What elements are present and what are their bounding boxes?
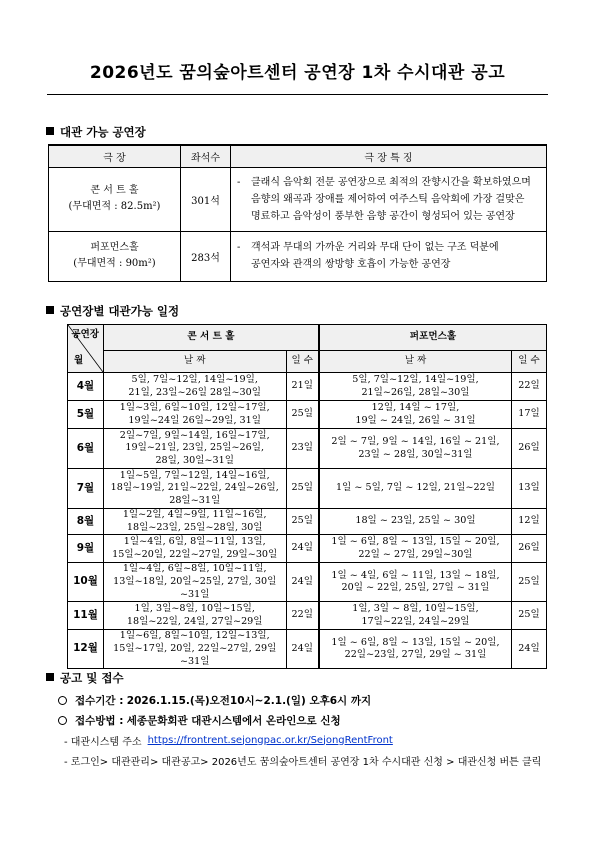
month-cell: 12월 bbox=[68, 630, 104, 669]
month-cell: 5월 bbox=[68, 401, 104, 429]
date-line: 5일, 7일~12일, 14일~19일, bbox=[352, 373, 479, 385]
schedule-row bbox=[68, 509, 547, 535]
date-line: 19일 ~ 24일, 26일 ~ 31일 bbox=[355, 414, 476, 426]
date-line: 18일~19일, 21일~22일, 24일~26일, bbox=[110, 482, 279, 494]
schedule-row bbox=[68, 401, 547, 429]
date-line: 1일~5일, 7일~12일, 14일~16일, bbox=[119, 469, 270, 481]
notice-block bbox=[46, 690, 541, 770]
date-line: 1일 ~ 5일, 7일 ~ 12일, 21일~22일 bbox=[335, 482, 496, 494]
concert-hall-dates bbox=[103, 563, 286, 602]
feature-line: 공연자와 관객의 쌍방향 호흡이 가능한 공연장 bbox=[251, 259, 451, 270]
date-line: 1일~6일, 8일~10일, 12일~13일, bbox=[119, 630, 270, 642]
date-line: 1일 ~ 4일, 6일 ~ 11일, 13일 ~ 18일, bbox=[331, 569, 500, 581]
schedule-row bbox=[68, 429, 547, 469]
schedule-row bbox=[68, 469, 547, 509]
section-heading-venues-label: 대관 가능 공연장 bbox=[60, 125, 146, 139]
venue-features: - 클래식 음악회 전문 공연장으로 최적의 잔향시간을 확보하였으며 음향의 왜곡과 장애를 제어하여 여주스틱 음악회에 가장 걸맞은 명료하고 음악성이 풍부한 음향 공간이 형성되어 있는 공연장 bbox=[231, 167, 547, 231]
date-line: 18일~22일, 24일, 27일~29일 bbox=[126, 615, 263, 627]
schedule-header-date: 날 짜 bbox=[103, 351, 286, 373]
section-heading-notice bbox=[46, 670, 124, 686]
feature-line: 명료하고 음악성이 풍부한 음향 공간이 형성되어 있는 공연장 bbox=[251, 210, 515, 222]
schedule-row bbox=[68, 630, 547, 669]
month-cell: 4월 bbox=[68, 373, 104, 401]
concert-hall-days: 25일 bbox=[286, 401, 319, 429]
system-label: - 대관시스템 주소 bbox=[64, 736, 142, 748]
section-heading-schedule bbox=[46, 303, 179, 319]
concert-hall-dates bbox=[103, 509, 286, 535]
date-line: 21일~26일, 28일~30일 bbox=[361, 386, 470, 398]
notice-method bbox=[46, 710, 541, 730]
date-line: 2일~7일, 9일~14일, 16일~17일, bbox=[119, 429, 270, 441]
performance-hall-dates bbox=[319, 429, 512, 469]
date-line: 1일, 3일~8일, 10일~15일, bbox=[134, 603, 255, 615]
month-cell: 11월 bbox=[68, 602, 104, 630]
concert-hall-days: 23일 bbox=[286, 429, 319, 469]
date-line: 17일~22일, 24일~29일 bbox=[361, 615, 470, 627]
date-line: 1일, 3일 ~ 8일, 10일~15일, bbox=[352, 603, 479, 615]
notice-system bbox=[46, 730, 541, 750]
concert-hall-dates bbox=[103, 630, 286, 669]
performance-hall-dates bbox=[319, 373, 512, 401]
section-heading-notice-label: 공고 및 접수 bbox=[60, 671, 124, 685]
square-bullet-icon bbox=[46, 306, 54, 314]
venue-name-cell bbox=[49, 231, 181, 281]
date-line: 22일~23일, 27일, 29일 ~ 31일 bbox=[344, 649, 487, 661]
concert-hall-days: 24일 bbox=[286, 563, 319, 602]
section-heading-schedule-label: 공연장별 대관가능 일정 bbox=[60, 304, 180, 318]
date-line: 15일~17일, 20일, 22일~27일, 29일~31일 bbox=[113, 642, 277, 667]
circle-bullet-icon bbox=[58, 696, 67, 705]
section-heading-venues bbox=[46, 124, 146, 140]
concert-hall-dates bbox=[103, 429, 286, 469]
circle-bullet-icon bbox=[58, 716, 67, 725]
schedule-header-days: 일 수 bbox=[286, 351, 319, 373]
schedule-header-days: 일 수 bbox=[512, 351, 547, 373]
date-line: 20일 ~ 22일, 25일, 27일 ~ 31일 bbox=[341, 582, 490, 594]
corner-label-month: 월 bbox=[74, 355, 84, 367]
concert-hall-days: 22일 bbox=[286, 602, 319, 630]
venue-seats: 301석 bbox=[181, 167, 231, 231]
venue-features: - 객석과 무대의 가까운 거리와 무대 단이 없는 구조 덕분에 공연자와 관객의 쌍방향 호흡이 가능한 공연장 bbox=[231, 231, 547, 281]
application-path: - 로그인> 대관관리> 대관공고> 2026년도 꿈의숲아트센터 공연장 1차 수시대관 신청 > 대관신청 버튼 클릭 bbox=[64, 756, 542, 768]
concert-hall-days: 24일 bbox=[286, 630, 319, 669]
concert-hall-days: 24일 bbox=[286, 535, 319, 563]
period-value: 2026.1.15.(목)오전10시~2.1.(일) 오후6시 까지 bbox=[126, 694, 372, 707]
venue-area: (무대면적 : 90m²) bbox=[73, 258, 156, 269]
date-line: 28일, 30일~31일 bbox=[155, 454, 235, 466]
notice-period bbox=[46, 690, 541, 710]
date-line: 18일~23일, 25일~28일, 30일 bbox=[126, 521, 263, 533]
date-line: 21일, 23일~26일 28일~30일 bbox=[128, 386, 262, 398]
performance-hall-dates bbox=[319, 401, 512, 429]
performance-hall-dates bbox=[319, 630, 512, 669]
date-line: 15일~20일, 22일~27일, 29일~30일 bbox=[112, 548, 278, 560]
rental-system-link[interactable]: https://frontrent.sejongpac.or.kr/SejongRentFront bbox=[147, 734, 393, 746]
title-divider bbox=[47, 94, 548, 95]
date-line: 1일 ~ 6일, 8일 ~ 13일, 15일 ~ 20일, bbox=[331, 636, 500, 648]
schedule-row bbox=[68, 602, 547, 630]
period-label: 접수기간 : bbox=[75, 694, 124, 707]
concert-hall-days: 21일 bbox=[286, 373, 319, 401]
venue-row bbox=[49, 231, 547, 281]
feature-line: 음향의 왜곡과 장애를 제어하여 여주스틱 음악회에 가장 걸맞은 bbox=[251, 193, 525, 205]
date-line: 1일 ~ 6일, 8일 ~ 13일, 15일 ~ 20일, bbox=[331, 536, 500, 548]
date-line: 1일~4일, 6일~8일, 10일~11일, bbox=[122, 563, 267, 575]
page-title: 2026년도 꿈의숲아트센터 공연장 1차 수시대관 공고 bbox=[89, 63, 506, 83]
venue-header-theater: 극 장 bbox=[49, 145, 181, 167]
venue-area: (무대면적 : 82.5m²) bbox=[68, 201, 161, 212]
date-line: 28일~31일 bbox=[169, 494, 221, 506]
concert-hall-days: 25일 bbox=[286, 509, 319, 535]
performance-hall-days: 24일 bbox=[512, 630, 547, 669]
concert-hall-dates bbox=[103, 373, 286, 401]
venue-name: 콘 서 트 홀 bbox=[90, 184, 139, 196]
feature-line: 클래식 음악회 전문 공연장으로 최적의 잔향시간을 확보하였으며 bbox=[251, 176, 531, 188]
concert-hall-dates bbox=[103, 602, 286, 630]
performance-hall-days: 13일 bbox=[512, 469, 547, 509]
month-cell: 10월 bbox=[68, 563, 104, 602]
schedule-row bbox=[68, 373, 547, 401]
schedule-table bbox=[67, 324, 547, 669]
date-line: 18일 ~ 23일, 25일 ~ 30일 bbox=[355, 515, 476, 527]
performance-hall-days: 22일 bbox=[512, 373, 547, 401]
month-cell: 7월 bbox=[68, 469, 104, 509]
square-bullet-icon bbox=[46, 673, 54, 681]
concert-hall-dates bbox=[103, 401, 286, 429]
date-line: 23일 ~ 28일, 30일~31일 bbox=[358, 448, 473, 460]
venue-table bbox=[48, 144, 547, 282]
method-value: 세종문화회관 대관시스템에서 온라인으로 신청 bbox=[126, 714, 341, 727]
schedule-corner-cell bbox=[68, 325, 104, 373]
month-cell: 8월 bbox=[68, 509, 104, 535]
concert-hall-dates bbox=[103, 469, 286, 509]
method-label: 접수방법 : bbox=[75, 714, 124, 727]
performance-hall-days: 25일 bbox=[512, 602, 547, 630]
performance-hall-dates bbox=[319, 509, 512, 535]
notice-path bbox=[46, 750, 541, 770]
performance-hall-days: 26일 bbox=[512, 429, 547, 469]
feature-line: 객석과 무대의 가까운 거리와 무대 단이 없는 구조 덕분에 bbox=[251, 242, 499, 253]
date-line: 5일, 7일~12일, 14일~19일, bbox=[131, 373, 258, 385]
date-line: 12일, 14일 ~ 17일, bbox=[371, 401, 460, 413]
date-line: 1일~3일, 6일~10일, 12일~17일, bbox=[119, 401, 270, 413]
venue-seats: 283석 bbox=[181, 231, 231, 281]
venue-name: 퍼포먼스홀 bbox=[90, 241, 139, 253]
date-line: 19일~24일 26일~29일, 31일 bbox=[128, 414, 262, 426]
performance-hall-dates bbox=[319, 602, 512, 630]
month-cell: 6월 bbox=[68, 429, 104, 469]
date-line: 19일~21일, 23일, 25일~26일, bbox=[125, 442, 265, 454]
concert-hall-days: 25일 bbox=[286, 469, 319, 509]
performance-hall-days: 25일 bbox=[512, 563, 547, 602]
schedule-header-concert-hall: 콘 서 트 홀 bbox=[103, 325, 319, 351]
schedule-row bbox=[68, 535, 547, 563]
performance-hall-dates bbox=[319, 535, 512, 563]
performance-hall-dates bbox=[319, 469, 512, 509]
month-cell: 9월 bbox=[68, 535, 104, 563]
date-line: 2일 ~ 7일, 9일 ~ 14일, 16일 ~ 21일, bbox=[331, 435, 500, 447]
date-line: 1일~4일, 6일, 8일~11일, 13일, bbox=[123, 536, 266, 548]
performance-hall-days: 17일 bbox=[512, 401, 547, 429]
schedule-header-date: 날 짜 bbox=[319, 351, 512, 373]
venue-name-cell bbox=[49, 167, 181, 231]
performance-hall-days: 12일 bbox=[512, 509, 547, 535]
date-line: 1일~2일, 4일~9일, 11일~16일, bbox=[122, 509, 267, 520]
venue-header-seats: 좌석수 bbox=[181, 145, 231, 167]
venue-row bbox=[49, 167, 547, 231]
schedule-row bbox=[68, 563, 547, 602]
schedule-header-performance-hall: 퍼포먼스홀 bbox=[319, 325, 547, 351]
performance-hall-dates bbox=[319, 563, 512, 602]
corner-label-venue: 공연장 bbox=[71, 329, 99, 340]
performance-hall-days: 26일 bbox=[512, 535, 547, 563]
concert-hall-dates bbox=[103, 535, 286, 563]
venue-header-features: 극 장 특 징 bbox=[231, 145, 547, 167]
date-line: 22일 ~ 27일, 29일~30일 bbox=[358, 548, 473, 560]
date-line: 13일~18일, 20일~25일, 27일, 30일~31일 bbox=[113, 575, 277, 600]
square-bullet-icon bbox=[46, 127, 54, 135]
